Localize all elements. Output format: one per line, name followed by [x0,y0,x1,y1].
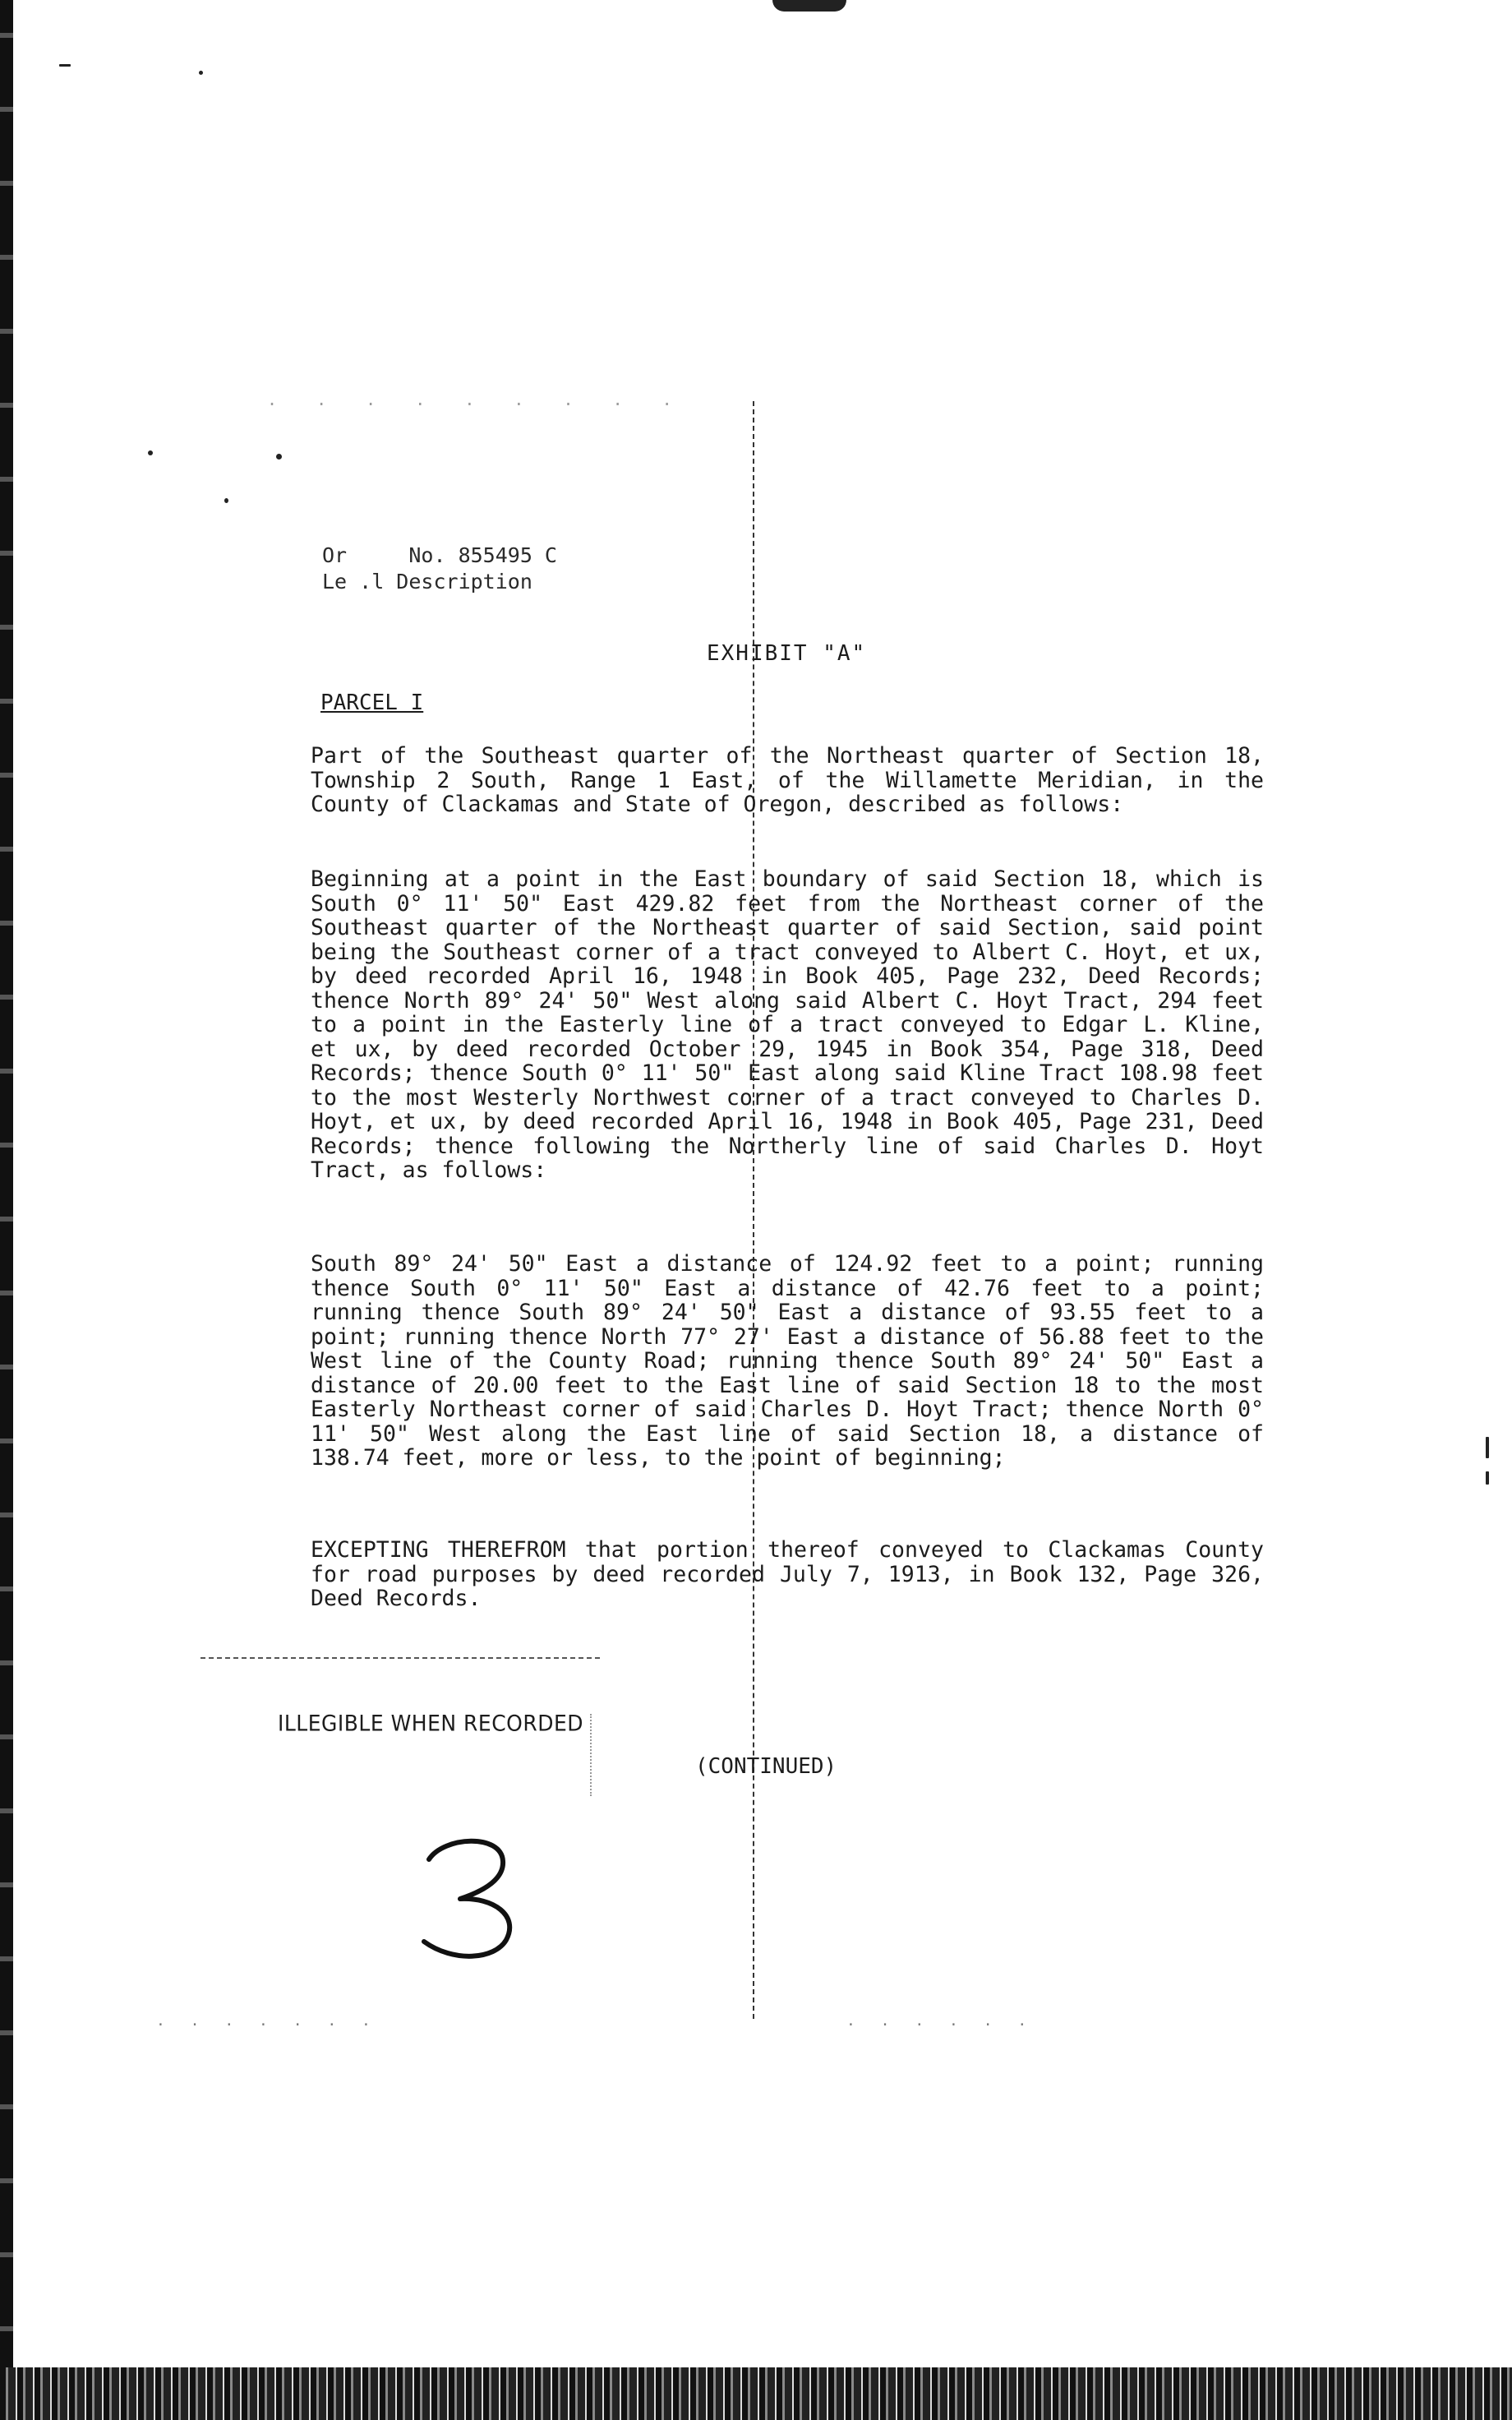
scan-speck [148,450,153,455]
scan-speck [199,71,203,75]
stamp-border [590,1714,592,1796]
scan-edge-top [772,0,846,12]
handwritten-page-number [411,1827,534,1966]
footer-marks-left: . . . . . . . [156,2012,379,2030]
order-number: Or No. 855495 C [322,543,557,567]
parcel-paragraph-excepting: EXCEPTING THEREFROM that portion thereof conveyed to Clackamas County for road purposes by deed recorded July 7, 1913, in Book 132, Page 326, Deed Records. [311,1537,1264,1611]
scan-edge-left [0,0,13,2420]
scan-speck [224,498,228,503]
scan-edge-bottom [0,2367,1512,2420]
faint-header-text: . . . . . . . . . [267,390,687,409]
exhibit-title: EXHIBIT "A" [707,641,867,666]
parcel-paragraph-beginning: Beginning at a point in the East boundary of said Section 18, which is South 0° 11' 50" East 429.82 feet from the Northeast corner of the Southeast quarter of the Northeast quarter of said Section, said point being the Southeast corner of a tract conveyed to Albert C. Hoyt, et ux, by deed recorded April 16, 1948 in Book 405, Page 232, Deed Records; thence North 89° 24' 50" West along said Albert C. Hoyt Tract, 294 feet to a point in the Easterly line of a tract conveyed to Edgar L. Kline, et ux, by deed recorded October 29, 1945 in Book 354, Page 318, Deed Records; thence South 0° 11' 50" East along said Kline Tract 108.98 feet to the most Westerly Northwest corner of a tract conveyed to Charles D. Hoyt, et ux, by deed recorded April 16, 1948 in Book 405, Page 231, Deed Records; thence following the Northerly line of said Charles D. Hoyt Tract, as follows: [311,866,1264,1183]
illegible-stamp: ILLEGIBLE WHEN RECORDED [278,1710,584,1737]
signature-line [201,1657,600,1659]
scan-speck [1486,1471,1489,1485]
legal-description-label: Le .l Description [322,570,532,593]
footer-marks-right: . . . . . . [846,2012,1035,2030]
continued-label: (CONTINUED) [695,1754,837,1779]
order-meta [322,543,557,595]
parcel-paragraph-intro: Part of the Southeast quarter of the Northeast quarter of Section 18, Township 2 South, Range 1 East, of the Willamette Meridian, in the County of Clackamas and State of Oregon, described as follows: [311,743,1264,817]
scan-speck [1486,1437,1489,1458]
parcel-heading: PARCEL I [320,690,424,715]
scan-speck [276,454,282,460]
scan-speck [59,64,71,67]
parcel-paragraph-courses: South 89° 24' 50" East a distance of 124.92 feet to a point; running thence South 0° 11' 50" East a distance of 42.76 feet to a point; running thence South 89° 24' 50" East a distance of 93.55 feet to a point; running thence North 77° 27' East a distance of 56.88 feet to the West line of the County Road; running thence South 89° 24' 50" East a distance of 20.00 feet to the East line of said Section 18 to the most Easterly Northeast corner of said Charles D. Hoyt Tract; thence North 0° 11' 50" West along the East line of said Section 18, a distance of 138.74 feet, more or less, to the point of beginning; [311,1251,1264,1471]
